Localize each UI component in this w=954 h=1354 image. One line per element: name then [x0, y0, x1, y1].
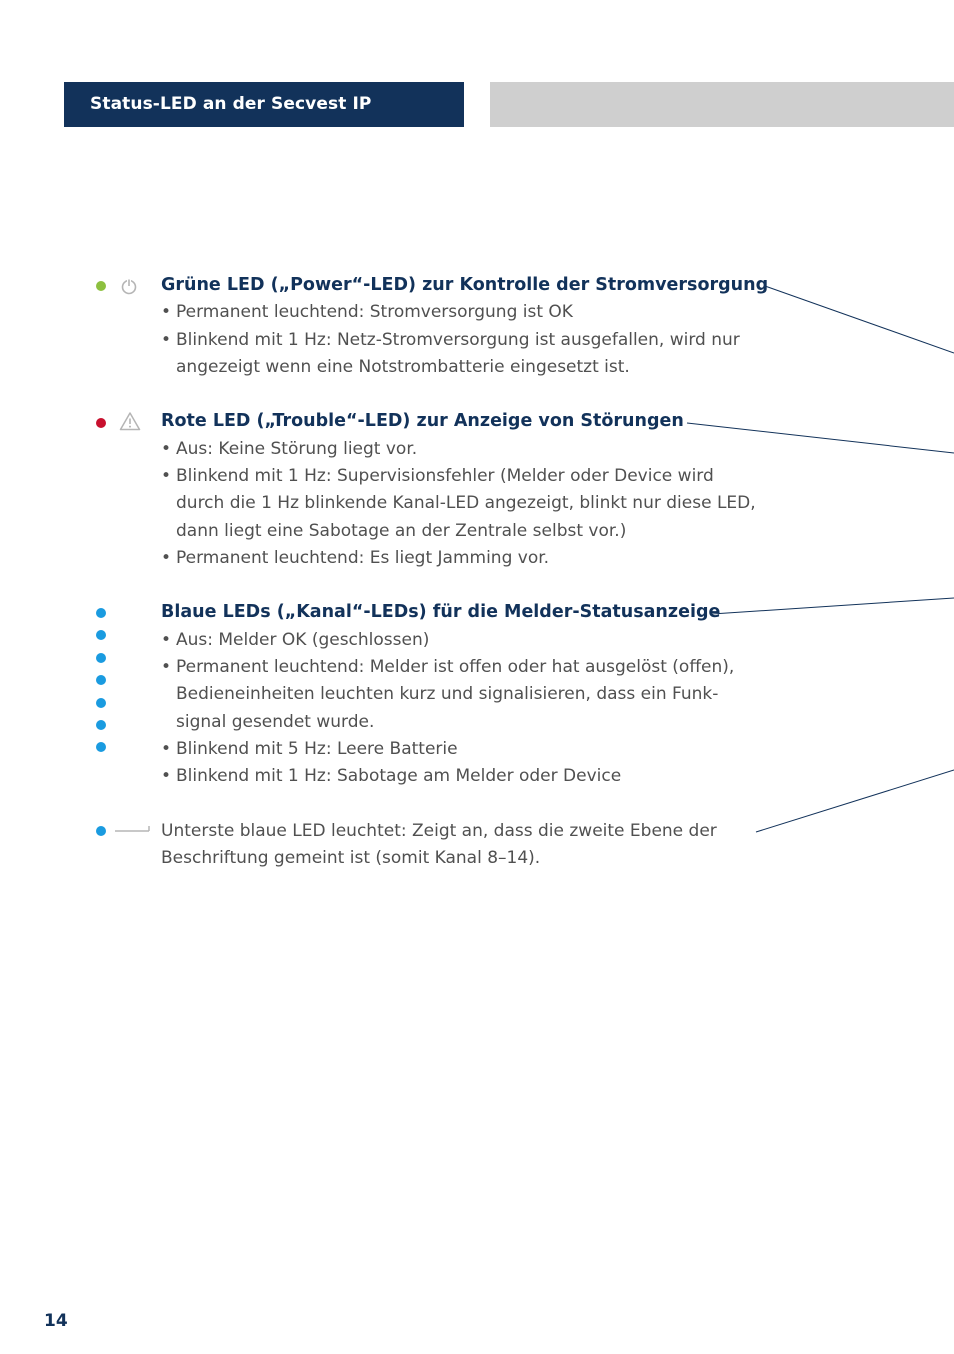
power-bullet [161, 327, 740, 382]
channel-bullet [161, 763, 621, 790]
bullet-mark: • [161, 439, 172, 459]
blue-led-dot [96, 742, 106, 752]
blue-led-dot [96, 608, 106, 618]
bullet-mark: • [161, 657, 172, 677]
bullet-mark: • [161, 630, 172, 650]
channel-bullet [161, 736, 458, 763]
level-connector-line [756, 770, 954, 832]
page-header: Status-LED an der Secvest IP [64, 82, 464, 127]
blue-led-dot [96, 698, 106, 708]
trouble-led-title: Rote LED („Trouble“-LED) zur Anzeige von Störungen [161, 411, 684, 431]
bullet-text: Blinkend mit 1 Hz: Sabotage am Melder oder Device [176, 766, 622, 786]
bullet-text: Aus: Keine Störung liegt vor. [176, 439, 418, 459]
channel-led-title: Blaue LEDs („Kanal“-LEDs) für die Melder-Statusanzeige [161, 602, 721, 622]
blue-level-led-dot [96, 826, 106, 836]
power-led-title: Grüne LED („Power“-LED) zur Kontrolle der Stromversorgung [161, 275, 769, 295]
bullet-mark: • [161, 766, 172, 786]
bullet-mark: • [161, 739, 172, 759]
power-icon [120, 277, 138, 295]
bullet-mark: • [161, 548, 172, 568]
bullet-text: Permanent leuchtend: Melder ist offen oder hat ausgelöst (offen), Bedieneinheiten leuchten kurz und signalisieren, dass ein Funk- signal gesendet wurde. [176, 657, 735, 732]
trouble-connector-line [687, 423, 954, 453]
level-note: Unterste blaue LED leuchtet: Zeigt an, dass die zweite Ebene der Beschriftung gemeint ist (somit Kanal 8–14). [161, 821, 717, 869]
blue-led-dot [96, 630, 106, 640]
trouble-bullet [161, 436, 417, 463]
warning-icon [119, 411, 141, 431]
bullet-text: Permanent leuchtend: Stromversorgung ist OK [176, 302, 573, 322]
power-connector-line [765, 286, 954, 353]
bullet-text: Aus: Melder OK (geschlossen) [176, 630, 430, 650]
blue-led-dot [96, 675, 106, 685]
bullet-text: Permanent leuchtend: Es liegt Jamming vor. [176, 548, 550, 568]
red-led-dot [96, 418, 106, 428]
trouble-bullet [161, 545, 549, 572]
page-number: 14 [44, 1311, 68, 1331]
channel-bullet [161, 627, 429, 654]
level-line-icon [114, 825, 150, 837]
bullet-text: Blinkend mit 5 Hz: Leere Batterie [176, 739, 458, 759]
power-bullet [161, 299, 573, 326]
bullet-mark: • [161, 330, 172, 350]
bullet-text: Blinkend mit 1 Hz: Supervisionsfehler (Melder oder Device wird durch die 1 Hz blinkende Kanal-LED angezeigt, blinkt nur diese LED, dann liegt eine Sabotage an der Zentrale selbst vor.) [176, 466, 756, 541]
trouble-bullet [161, 463, 756, 545]
blue-led-dot [96, 653, 106, 663]
bullet-mark: • [161, 466, 172, 486]
bullet-mark: • [161, 302, 172, 322]
channel-connector-line [712, 598, 954, 614]
green-led-dot [96, 281, 106, 291]
blue-led-dot [96, 720, 106, 730]
bullet-text: Blinkend mit 1 Hz: Netz-Stromversorgung ist ausgefallen, wird nur angezeigt wenn eine Notstrombatterie eingesetzt ist. [176, 330, 740, 378]
channel-bullet [161, 654, 734, 736]
